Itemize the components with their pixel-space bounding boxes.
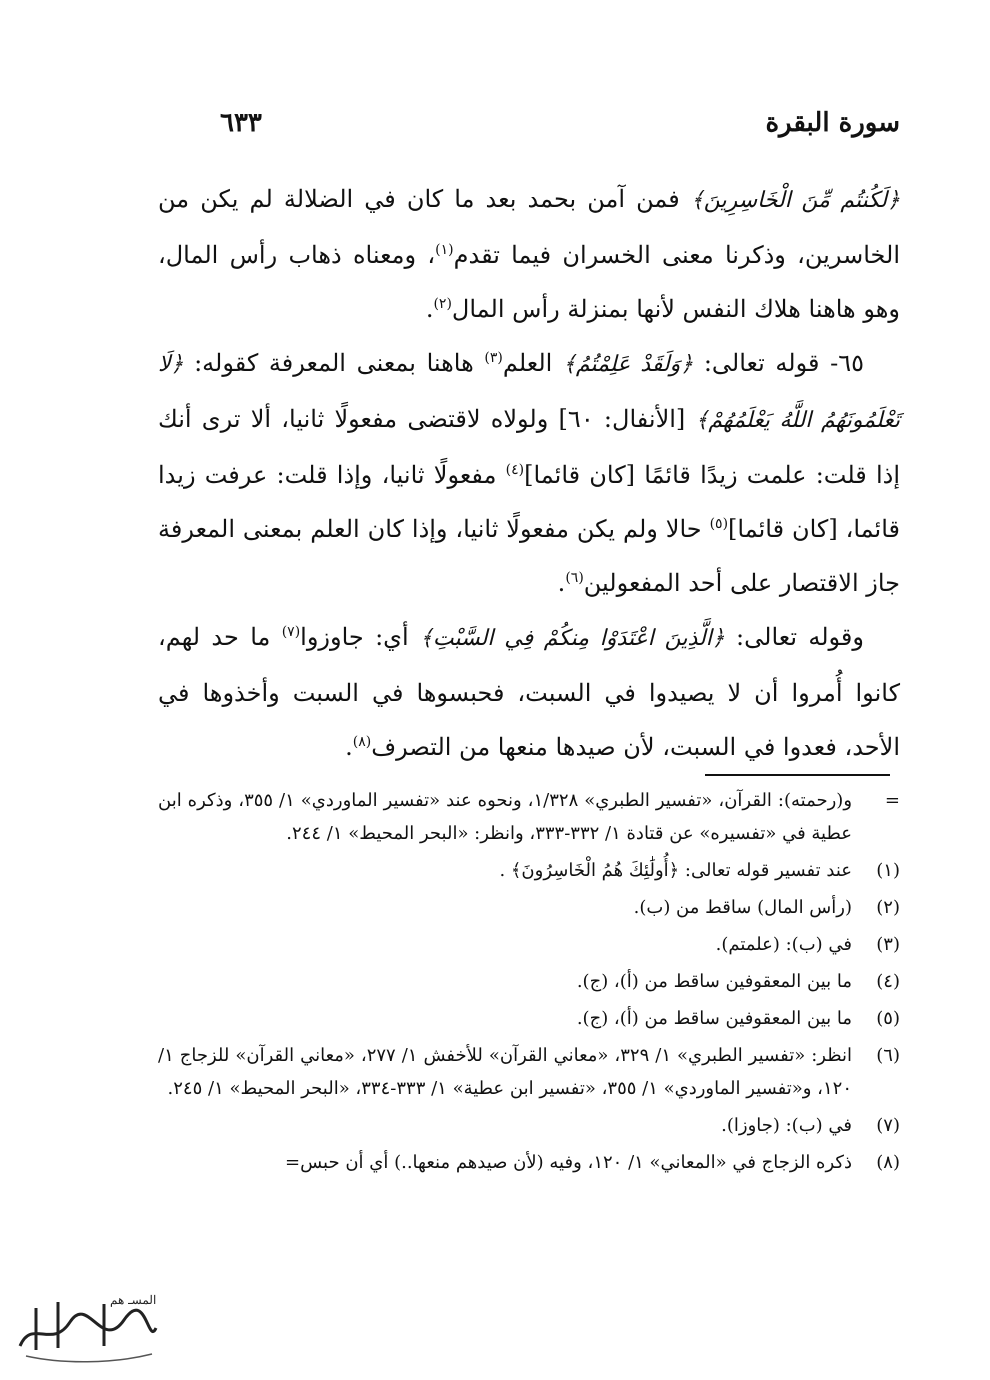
footnote-separator (705, 774, 890, 776)
text-run: [الأنفال: ٦٠] ولولاه لاقتضى مفعولًا ثانيا، ألا ترى أنك إذا قلت: علمت زيدًا قائمًا [كان قائما] (158, 405, 900, 489)
footnote-number: (٢) (876, 897, 900, 918)
footnotes (158, 784, 900, 1183)
footnote-text: في (ب): (جاوزا). (721, 1115, 852, 1136)
footnote-ref: (٣) (484, 350, 503, 366)
text-run: . (345, 733, 353, 761)
footnote-ref: (٧) (281, 624, 301, 640)
footnote-number: = (884, 790, 900, 811)
footnote (158, 854, 900, 887)
footnote (158, 928, 900, 961)
text-run: ، ومعناه ذهاب رأس المال، وهو هاهنا هلاك النفس لأنها بمنزلة رأس المال (158, 241, 900, 323)
text-run: مفعولًا ثانيا، وإذا قلت: عرفت زيدا قائما، [كان قائما] (158, 461, 901, 543)
footnote-ref: (١) (435, 242, 454, 258)
footnote-ref: (٦) (565, 570, 584, 586)
surah-title: سورة البقرة (765, 108, 900, 138)
text-run: ما حد لهم، كانوا أُمروا أن لا يصيدوا في السبت، فحبسوها في السبت وأخذوها في الأحد، فعدوا في السبت، لأن صيدها منعها من التصرف (158, 623, 900, 761)
footnote (158, 1002, 900, 1035)
footnote-text: ذكره الزجاج في «المعاني» ١/ ١٢٠، وفيه (لأن صيدهم منعها..) أي أن حبس= (285, 1152, 852, 1173)
footnote-text: ما بين المعقوفين ساقط من (أ)، (ج). (576, 971, 852, 992)
text-run: العلم (502, 349, 563, 377)
text-run: حالا ولم يكن مفعولًا ثانيا، وإذا كان العلم بمعنى المعرفة جاز الاقتصار على أحد المفعولين (158, 515, 900, 597)
footnote-text: ما بين المعقوفين ساقط من (أ)، (ج). (576, 1008, 852, 1029)
footnote-ref: (٥) (709, 516, 729, 532)
footnote (158, 1146, 900, 1179)
footnote-number: (٨) (876, 1152, 900, 1173)
page-header (160, 108, 900, 152)
footnote-number: (٦) (876, 1045, 900, 1066)
quran-quote: ﴿الَّذِينَ اعْتَدَوْا مِنكُمْ فِي السَّبْتِ﴾ (419, 626, 725, 651)
footnote (158, 891, 900, 924)
footnote (158, 1039, 900, 1105)
text-run: أي: جاوزوا (300, 623, 420, 651)
footnote-text: في (ب): (علمتم). (715, 934, 852, 955)
logo-text: المسـ هم (110, 1293, 157, 1307)
paragraph-2 (158, 336, 900, 610)
page-number: ٦٣٣ (220, 108, 262, 138)
text-run: . (425, 295, 434, 323)
text-run: فمن آمن بحمد بعد ما كان في الضلالة لم يكن من الخاسرين، وذكرنا معنى الخسران فيما تقدم (158, 185, 900, 269)
footnote-text: انظر: «تفسير الطبري» ١/ ٣٢٩، «معاني القرآن» للأخفش ١/ ٢٧٧، «معاني القرآن» للزجاج ١/ ١٢٠، و«تفسير الماوردي» ١/ ٣٥٥، «تفسير ابن عطية» ١/ ٣٣٣-٣٣٤، «البحر المحيط» ١/ ٢٤٥. (158, 1045, 852, 1099)
quran-quote: ﴿لَا تَعْلَمُونَهُمُ اللَّهُ يَعْلَمُهُمْ﴾ (158, 352, 900, 433)
footnote (158, 784, 900, 850)
footnote-number: (١) (876, 860, 900, 881)
footnote-number: (٧) (876, 1115, 900, 1136)
text-run: وقوله تعالى: (724, 623, 864, 651)
quran-quote: ﴿وَلَقَدْ عَلِمْتُمُ﴾ (562, 352, 694, 377)
text-run: ٦٥- قوله تعالى: (693, 349, 864, 377)
footnote-text: (رأس المال) ساقط من (ب). (633, 897, 852, 918)
footnote-number: (٣) (876, 934, 900, 955)
paragraph-3 (158, 610, 900, 774)
footnote-text: عند تفسير قوله تعالى: ﴿أُولَٰئِكَ هُمُ الْخَاسِرُونَ﴾ . (499, 860, 852, 881)
footnote (158, 965, 900, 998)
main-text (158, 172, 900, 774)
paragraph-1 (158, 172, 900, 336)
quran-quote: ﴿لَكُنتُم مِّنَ الْخَاسِرِينَ﴾ (690, 188, 901, 213)
calligraphy-logo-icon (12, 1288, 162, 1368)
footnote-number: (٤) (876, 971, 900, 992)
text-run: . (557, 569, 566, 597)
footnote-ref: (٨) (352, 734, 372, 750)
footnote-text: و(رحمته): القرآن، «تفسير الطبري» ١/٣٢٨، ونحوه عند «تفسير الماوردي» ١/ ٣٥٥، وذكره ابن عطية في «تفسيره» عن قتادة ١/ ٣٣٢-٣٣٣، وانظر: «البحر المحيط» ١/ ٢٤٤. (158, 790, 853, 844)
text-run: هاهنا بمعنى المعرفة كقوله: (183, 349, 485, 377)
footnote-number: (٥) (876, 1008, 900, 1029)
footnote-ref: (٢) (433, 296, 452, 312)
footnote (158, 1109, 900, 1142)
footnote-ref: (٤) (505, 462, 525, 478)
